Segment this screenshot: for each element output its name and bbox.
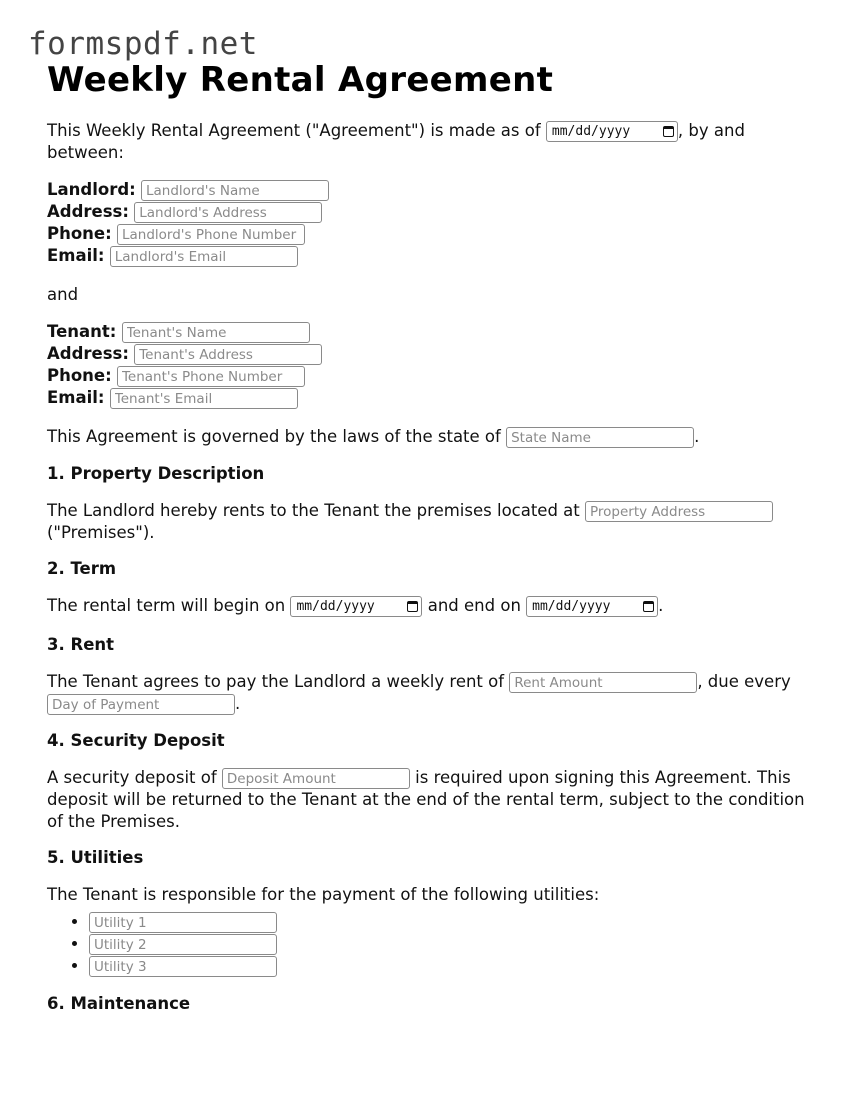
deposit-text-after: is required upon signing this Agreement. This deposit will be returned to the Tenant at the end of the rental term, subject to the condition of the Premises. <box>47 768 805 831</box>
agreement-date-placeholder: mm/dd/yyyy <box>551 123 631 139</box>
term-text-after: . <box>658 596 664 615</box>
landlord-block <box>47 179 817 267</box>
tenant-address-row <box>47 343 817 365</box>
utilities-list <box>47 911 817 977</box>
tenant-email-label: Email: <box>47 388 105 407</box>
rent-paragraph <box>47 671 817 715</box>
calendar-icon[interactable] <box>663 126 674 137</box>
calendar-icon[interactable] <box>407 601 418 612</box>
term-text-middle: and end on <box>422 596 527 615</box>
section-5-heading: 5. Utilities <box>47 848 144 867</box>
agreement-form <box>47 58 817 1015</box>
section-6-heading: 6. Maintenance <box>47 994 191 1013</box>
governing-law-paragraph <box>47 426 817 448</box>
deposit-amount-input[interactable] <box>222 768 410 789</box>
watermark: formspdf.net <box>28 26 258 62</box>
landlord-address-row <box>47 201 817 223</box>
tenant-phone-input[interactable] <box>117 366 305 387</box>
governing-text-before: This Agreement is governed by the laws of the state of <box>47 427 507 446</box>
property-text-after: ("Premises"). <box>47 523 155 542</box>
intro-paragraph <box>47 120 817 164</box>
tenant-name-label: Tenant: <box>47 322 117 341</box>
utility-2-input[interactable] <box>89 934 277 955</box>
governing-text-after: . <box>694 427 700 446</box>
state-name-input[interactable] <box>506 427 694 448</box>
landlord-phone-input[interactable] <box>117 224 305 245</box>
landlord-name-input[interactable] <box>141 180 329 201</box>
page-title: Weekly Rental Agreement <box>47 60 554 100</box>
tenant-email-row <box>47 387 817 409</box>
landlord-name-row <box>47 179 817 201</box>
tenant-phone-row <box>47 365 817 387</box>
tenant-block <box>47 321 817 409</box>
term-end-date-placeholder: mm/dd/yyyy <box>532 598 611 614</box>
list-item <box>89 955 817 977</box>
section-3-heading: 3. Rent <box>47 635 115 654</box>
landlord-email-row <box>47 245 817 267</box>
rent-text-before: The Tenant agrees to pay the Landlord a weekly rent of <box>47 672 510 691</box>
utility-3-input[interactable] <box>89 956 277 977</box>
landlord-email-input[interactable] <box>110 246 298 267</box>
list-item <box>89 933 817 955</box>
rent-text-after: . <box>235 694 241 713</box>
intro-text-before: This Weekly Rental Agreement ("Agreement") is made as of <box>47 121 546 140</box>
rent-text-middle: , due every <box>697 672 791 691</box>
deposit-text-before: A security deposit of <box>47 768 222 787</box>
calendar-icon[interactable] <box>643 601 654 612</box>
section-2-heading: 2. Term <box>47 559 117 578</box>
tenant-phone-label: Phone: <box>47 366 112 385</box>
section-4-heading: 4. Security Deposit <box>47 731 225 750</box>
agreement-date-input[interactable] <box>546 121 678 142</box>
tenant-name-row <box>47 321 817 343</box>
term-start-date-input[interactable] <box>290 596 422 617</box>
deposit-paragraph <box>47 767 817 833</box>
landlord-address-input[interactable] <box>134 202 322 223</box>
term-start-date-placeholder: mm/dd/yyyy <box>296 598 375 614</box>
payment-day-input[interactable] <box>47 694 235 715</box>
intro-text-after: , by and between: <box>47 121 745 162</box>
landlord-email-label: Email: <box>47 246 105 265</box>
tenant-name-input[interactable] <box>122 322 310 343</box>
property-text-before: The Landlord hereby rents to the Tenant the premises located at <box>47 501 586 520</box>
term-paragraph <box>47 595 817 617</box>
utilities-paragraph: The Tenant is responsible for the payment of the following utilities: <box>47 885 600 904</box>
landlord-phone-label: Phone: <box>47 224 112 243</box>
term-end-date-input[interactable] <box>526 596 658 617</box>
section-1-heading: 1. Property Description <box>47 464 265 483</box>
and-text: and <box>47 285 79 304</box>
landlord-phone-row <box>47 223 817 245</box>
property-paragraph <box>47 500 817 544</box>
utility-1-input[interactable] <box>89 912 277 933</box>
list-item <box>89 911 817 933</box>
rent-amount-input[interactable] <box>509 672 697 693</box>
landlord-address-label: Address: <box>47 202 129 221</box>
tenant-email-input[interactable] <box>110 388 298 409</box>
term-text-before: The rental term will begin on <box>47 596 291 615</box>
tenant-address-input[interactable] <box>134 344 322 365</box>
landlord-name-label: Landlord: <box>47 180 136 199</box>
property-address-input[interactable] <box>585 501 773 522</box>
tenant-address-label: Address: <box>47 344 129 363</box>
